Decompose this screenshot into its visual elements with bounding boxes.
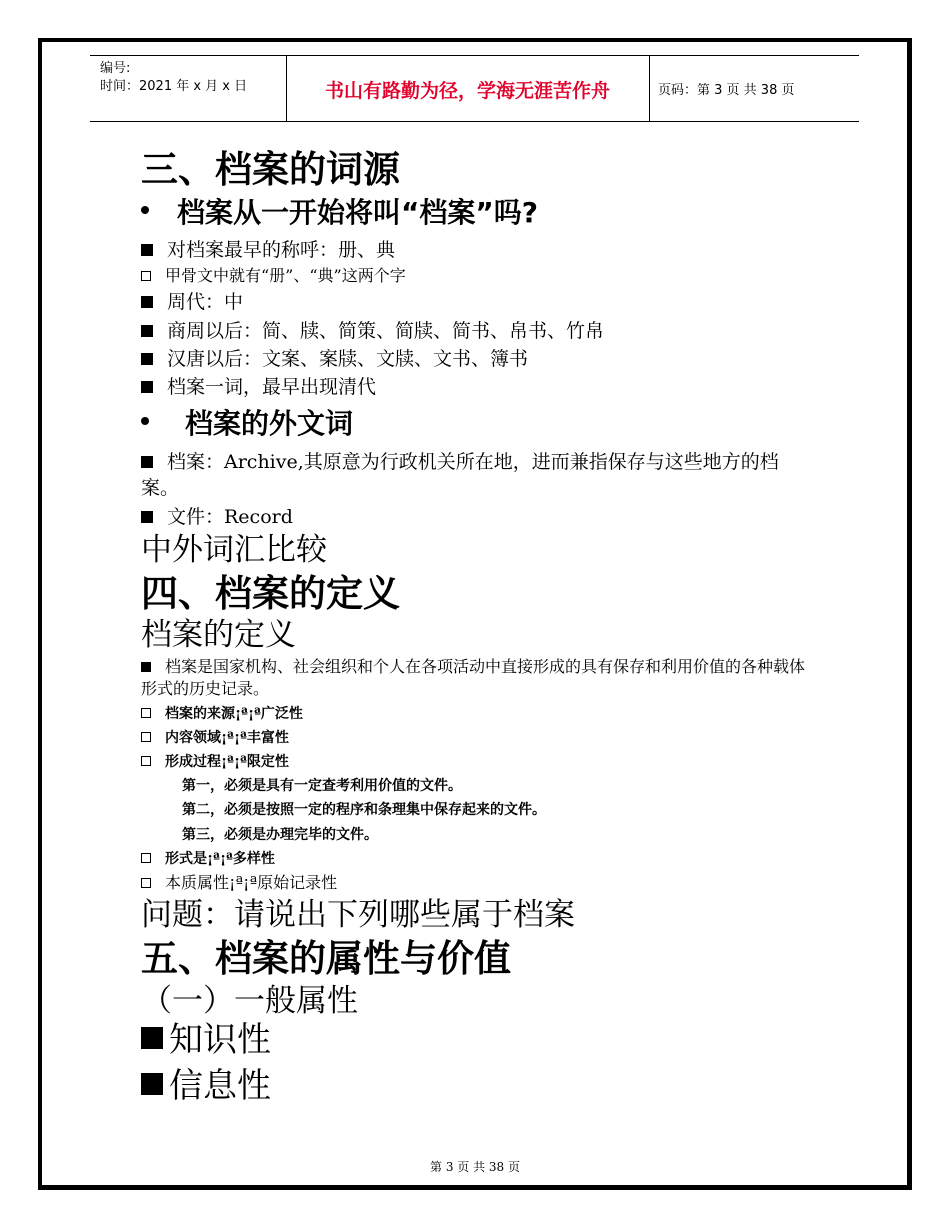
question-heading-2: [141, 408, 353, 440]
hollow-square-bullet-icon: [141, 756, 151, 766]
section-3-title: 三、档案的词源: [141, 148, 400, 191]
bullet-dot-icon: [141, 206, 149, 214]
square-bullet-icon: [141, 511, 153, 523]
sub-item: 第一，必须是具有一定查考利用价值的文件。: [182, 778, 462, 794]
question-heading-1: [141, 197, 538, 229]
list-item: [141, 237, 395, 263]
header-meta: [100, 60, 247, 96]
section-4-title: 四、档案的定义: [141, 572, 400, 615]
question-prompt: 问题：请说出下列哪些属于档案: [141, 897, 575, 933]
list-item-text: 汉唐以后：文案、案牍、文牍、文书、簿书: [167, 348, 529, 370]
list-item-text: 本质属性¡ª¡ª原始记录性: [165, 873, 338, 892]
list-item: [141, 872, 337, 894]
compare-heading: 中外词汇比较: [141, 532, 327, 568]
list-item: [141, 751, 289, 773]
hollow-square-bullet-icon: [141, 708, 151, 718]
list-item-text: 文件：Record: [167, 506, 293, 528]
list-item-text: 甲骨文中就有“册”、“典”这两个字: [165, 266, 406, 285]
list-item-text: 档案一词，最早出现清代: [167, 376, 377, 398]
hollow-square-bullet-icon: [141, 853, 151, 863]
property-text: 信息性: [169, 1066, 271, 1106]
square-bullet-icon: [141, 353, 153, 365]
list-item-text: 商周以后：简、牍、简策、简牍、简书、帛书、竹帛: [167, 320, 605, 342]
sub-item: 第二，必须是按照一定的程序和条理集中保存起来的文件。: [182, 802, 546, 818]
list-item: [141, 449, 811, 501]
definition-text: 档案是国家机构、社会组织和个人在各项活动中直接形成的具有保存和利用价值的各种载体形式的历史记录。: [141, 657, 806, 698]
property-item: [141, 1066, 271, 1106]
square-bullet-icon: [141, 296, 153, 308]
header-page-info: 页码：第 3 页 共 38 页: [658, 83, 795, 98]
list-item-text: 对档案最早的称呼：册、典: [167, 239, 396, 261]
list-item-text: 形成过程¡ª¡ª限定性: [165, 754, 289, 770]
list-item: [141, 318, 604, 344]
list-item-text: 周代：中: [167, 291, 244, 313]
property-item: [141, 1020, 271, 1060]
list-item: [141, 727, 289, 749]
definition-body: [141, 656, 806, 700]
page-footer: 第 3 页 共 38 页: [430, 1160, 520, 1174]
list-item: [141, 265, 406, 287]
sub-item: 第三，必须是办理完毕的文件。: [182, 827, 378, 843]
square-bullet-icon: [141, 325, 153, 337]
list-item: [141, 346, 528, 372]
subsection-heading: （一）一般属性: [141, 983, 358, 1019]
list-item: [141, 289, 243, 315]
list-item-text: 档案：Archive,其原意为行政机关所在地，进而兼指保存与这些地方的档案。: [141, 451, 779, 499]
header-divider: [649, 55, 650, 121]
number-label: 编号:: [100, 61, 131, 76]
square-bullet-icon: [141, 456, 153, 468]
header-motto: 书山有路勤为径，学海无涯苦作舟: [324, 80, 610, 102]
question-heading-text: 档案的外文词: [185, 407, 354, 440]
header-top-rule: [90, 55, 859, 56]
hollow-square-bullet-icon: [141, 732, 151, 742]
list-item: [141, 848, 275, 870]
property-text: 知识性: [169, 1020, 271, 1060]
hollow-square-bullet-icon: [141, 271, 151, 281]
list-item-text: 档案的来源¡ª¡ª广泛性: [165, 706, 303, 722]
bullet-dot-icon: [141, 417, 149, 425]
list-item-text: 内容领域¡ª¡ª丰富性: [165, 730, 289, 746]
square-bullet-icon: [141, 381, 153, 393]
list-item: [141, 703, 303, 725]
question-heading-text: 档案从一开始将叫“档案”吗?: [177, 196, 539, 229]
hollow-square-bullet-icon: [141, 878, 151, 888]
square-bullet-icon: [141, 1073, 163, 1095]
time-label: 时间：2021 年 x 月 x 日: [100, 79, 248, 94]
square-bullet-icon: [141, 1027, 163, 1049]
definition-heading: 档案的定义: [141, 617, 296, 653]
list-item: [141, 374, 376, 400]
header-bottom-rule: [90, 121, 859, 122]
section-5-title: 五、档案的属性与价值: [141, 937, 511, 980]
list-item: [141, 504, 293, 530]
square-bullet-icon: [141, 662, 151, 672]
square-bullet-icon: [141, 244, 153, 256]
list-item-text: 形式是¡ª¡ª多样性: [165, 851, 275, 867]
